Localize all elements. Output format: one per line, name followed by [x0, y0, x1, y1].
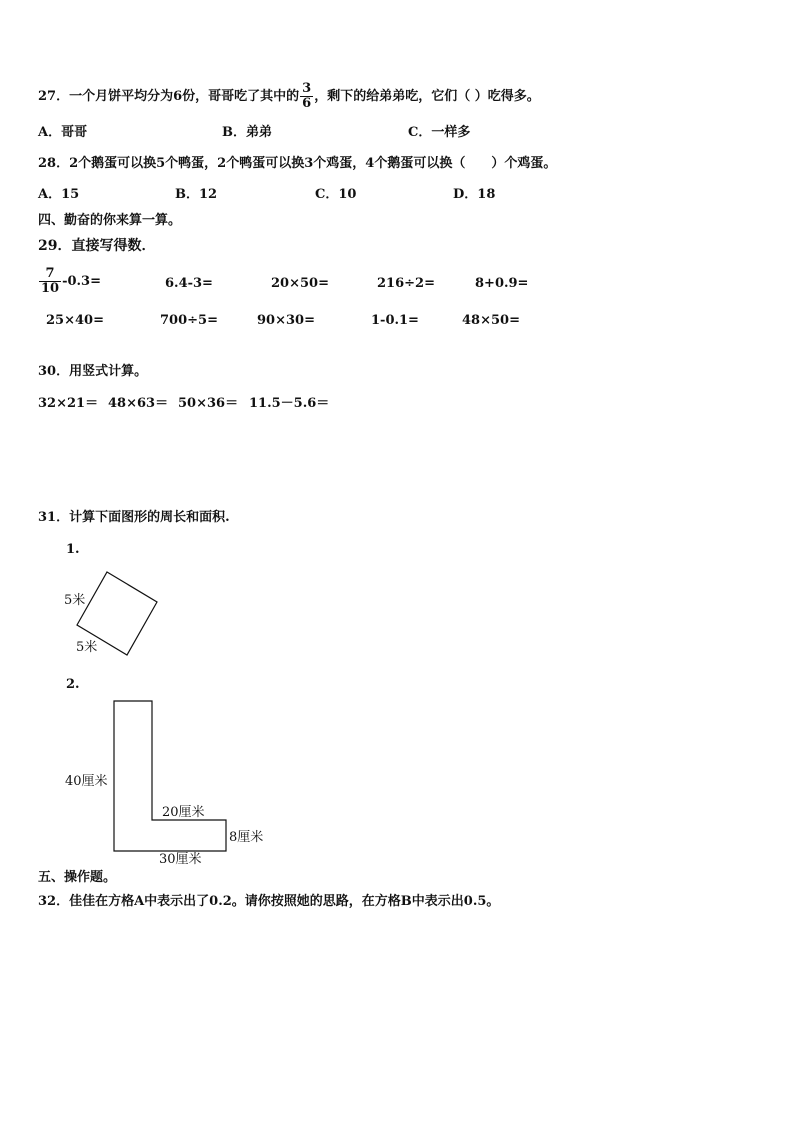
q29-frac-den: 10: [41, 281, 60, 296]
q31-figure-1-label: 1.: [66, 542, 80, 557]
q29-item-4: 216÷2=: [377, 276, 435, 291]
q29-item-8: 90×30=: [257, 313, 315, 328]
q28-option-c: C．10: [315, 187, 357, 202]
q29-title: 29．直接写得数．: [38, 238, 156, 254]
q30-item-3: 50×36＝: [178, 396, 239, 411]
q28-option-b: B．12: [175, 187, 218, 202]
fig2-bottom-label: 30厘米: [159, 852, 202, 867]
q30-item-1: 32×21＝: [38, 396, 99, 411]
q27-option-c: C．一样多: [408, 125, 471, 140]
q28-text: 28．2个鹅蛋可以换5个鸭蛋，2个鸭蛋可以换3个鸡蛋，4个鹅蛋可以换（ ）个鸡蛋。: [38, 156, 557, 171]
section-4-heading: 四、勤奋的你来算一算。: [38, 213, 182, 228]
fig1-side-b-label: 5米: [76, 640, 98, 655]
q29-item-1-rest: -0.3=: [62, 274, 101, 289]
q27-option-a: A．哥哥: [38, 125, 88, 140]
q29-item-10: 48×50=: [462, 313, 520, 328]
q27-frac-den: 6: [302, 96, 312, 111]
q29-fraction: [39, 267, 61, 296]
q29-item-7: 700÷5=: [160, 313, 218, 328]
q28-option-a: A．15: [38, 187, 80, 202]
q29-item-6: 25×40=: [46, 313, 104, 328]
q27-line: [38, 82, 540, 111]
q30-title: 30．用竖式计算。: [38, 364, 148, 379]
fig2-inner-label: 20厘米: [162, 805, 205, 820]
q32-text: 32．佳佳在方格A中表示出了0.2。请你按照她的思路，在方格B中表示出0.5。: [38, 894, 500, 909]
q29-item-5: 8+0.9=: [475, 276, 529, 291]
fig2-right-label: 8厘米: [229, 830, 264, 845]
q27-suffix: ，剩下的给弟弟吃，它们（ ）吃得多。: [314, 89, 540, 104]
q28-option-d: D．18: [453, 187, 496, 202]
fig1-side-a-label: 5米: [64, 593, 86, 608]
q29-item-1: [38, 267, 101, 296]
q29-item-9: 1-0.1=: [371, 313, 419, 328]
q31-figure-2: [55, 695, 275, 870]
fig2-left-label: 40厘米: [65, 774, 108, 789]
q31-figure-1: [50, 562, 170, 664]
q27-option-b: B．弟弟: [222, 125, 272, 140]
q29-item-3: 20×50=: [271, 276, 329, 291]
q30-item-4: 11.5－5.6＝: [249, 396, 330, 411]
section-5-heading: 五、操作题。: [38, 870, 117, 885]
l-shape: [114, 701, 226, 851]
q29-item-2: 6.4-3=: [165, 276, 213, 291]
q27-fraction: [300, 82, 313, 111]
q27-frac-num: 3: [302, 81, 312, 96]
q30-item-2: 48×63＝: [108, 396, 169, 411]
q31-figure-2-label: 2.: [66, 677, 80, 692]
q27-prefix: 27．一个月饼平均分为6份，哥哥吃了其中的: [38, 89, 300, 104]
q31-title: 31．计算下面图形的周长和面积.: [38, 510, 230, 525]
q29-frac-num: 7: [45, 266, 55, 281]
